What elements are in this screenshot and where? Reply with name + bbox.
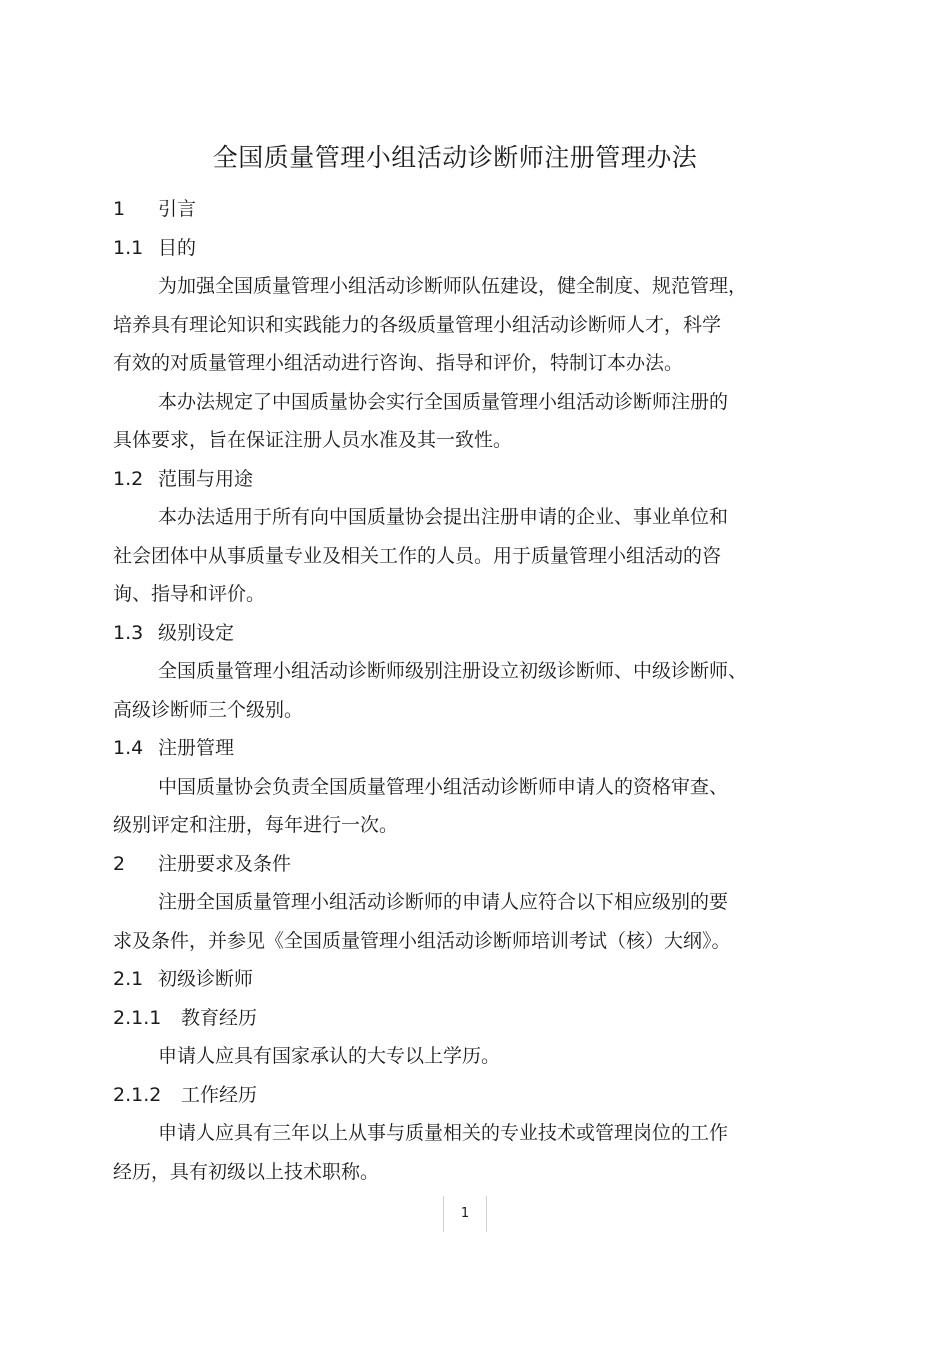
section-title: 级别设定 [158, 621, 235, 644]
paragraph-line: 本办法规定了中国质量协会实行全国质量管理小组活动诊断师注册的 [158, 390, 729, 413]
paragraph-line: 为加强全国质量管理小组活动诊断师队伍建设，健全制度、规范管理， [158, 275, 748, 297]
page-number: 1 [443, 1196, 487, 1232]
paragraph-line: 申请人应具有三年以上从事与质量相关的专业技术或管理岗位的工作 [158, 1122, 729, 1144]
section-heading-2-1 [113, 960, 813, 999]
section-title: 目的 [158, 236, 197, 259]
paragraph-line: 社会团体中从事质量专业及相关工作的人员。用于质量管理小组活动的咨 [113, 544, 722, 567]
section-number: 2.1.1 [113, 1006, 162, 1029]
paragraph-line: 高级诊断师三个级别。 [113, 698, 304, 721]
section-number: 1.3 [113, 621, 144, 644]
paragraph-line: 中国质量协会负责全国质量管理小组活动诊断师申请人的资格审查、 [158, 775, 729, 798]
section-heading-2 [113, 845, 813, 884]
paragraph-line: 申请人应具有国家承认的大专以上学历。 [158, 1045, 501, 1067]
section-heading-1-4 [113, 729, 813, 768]
paragraph-line: 经历，具有初级以上技术职称。 [113, 1160, 380, 1183]
section-number: 1.2 [113, 467, 144, 490]
section-title: 范围与用途 [158, 467, 254, 490]
section-heading-2-1-1 [113, 999, 813, 1038]
section-title: 工作经历 [181, 1083, 258, 1106]
paragraph-line: 有效的对质量管理小组活动进行咨询、指导和评价，特制订本办法。 [113, 352, 684, 374]
paragraph-line: 具体要求，旨在保证注册人员水准及其一致性。 [113, 429, 513, 451]
paragraph-line: 求及条件，并参见《全国质量管理小组活动诊断师培训考试（核）大纲》。 [113, 929, 731, 952]
paragraph-line: 全国质量管理小组活动诊断师级别注册设立初级诊断师、中级诊断师、 [158, 660, 748, 682]
section-title: 教育经历 [181, 1006, 258, 1029]
section-heading-2-1-2 [113, 1076, 813, 1115]
section-heading-1-2 [113, 460, 813, 499]
section-number: 1 [113, 198, 126, 220]
section-number: 2 [113, 852, 126, 875]
document-body [113, 190, 813, 1191]
paragraph-line: 询、指导和评价。 [113, 583, 266, 605]
section-number: 1.1 [113, 236, 144, 259]
section-number: 2.1.2 [113, 1083, 162, 1106]
section-title: 注册要求及条件 [158, 852, 292, 875]
section-heading-1 [113, 190, 813, 229]
paragraph-line: 级别评定和注册，每年进行一次。 [113, 814, 399, 836]
section-title: 初级诊断师 [158, 968, 254, 990]
paragraph-line: 培养具有理论知识和实践能力的各级质量管理小组活动诊断师人才，科学 [113, 313, 722, 336]
section-number: 1.4 [113, 737, 144, 759]
document-title: 全国质量管理小组活动诊断师注册管理办法 [212, 143, 698, 172]
paragraph-line: 注册全国质量管理小组活动诊断师的申请人应符合以下相应级别的要 [158, 891, 729, 913]
section-number: 2.1 [113, 968, 144, 990]
section-title: 注册管理 [158, 737, 235, 759]
section-heading-1-1 [113, 229, 813, 268]
paragraph-line: 本办法适用于所有向中国质量协会提出注册申请的企业、事业单位和 [158, 506, 729, 528]
section-title: 引言 [158, 198, 197, 220]
section-heading-1-3 [113, 614, 813, 653]
